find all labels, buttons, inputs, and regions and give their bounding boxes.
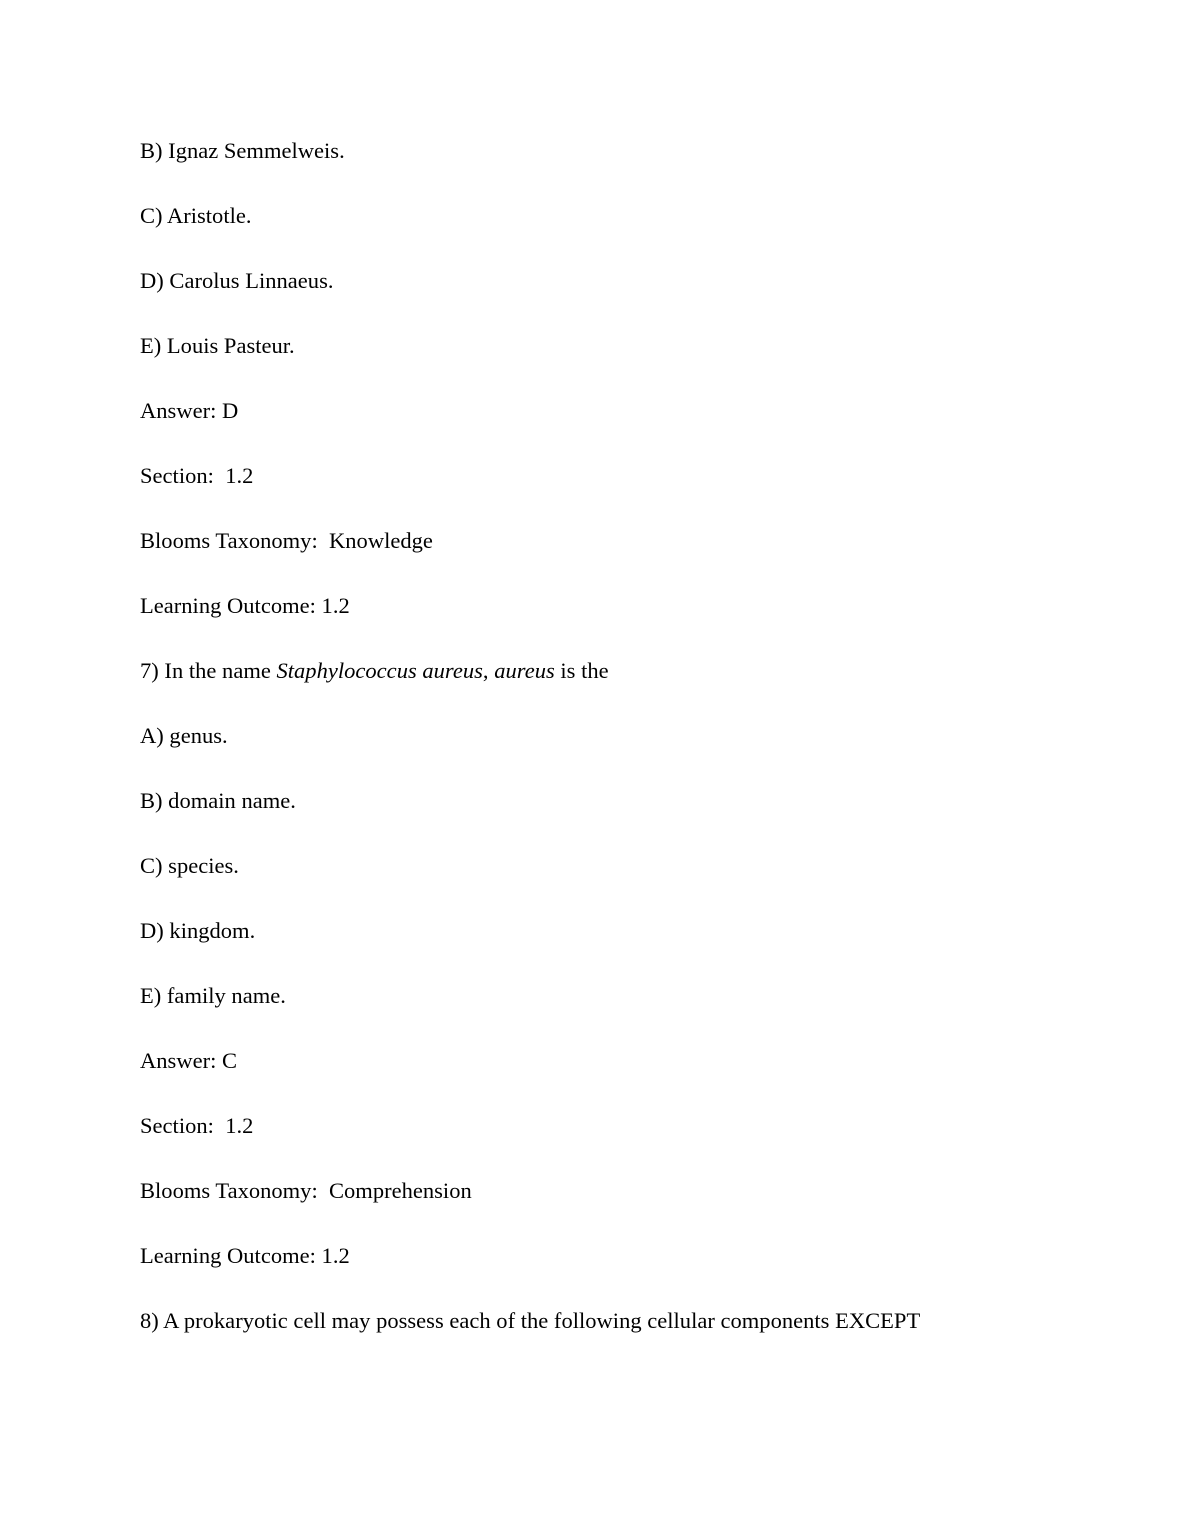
question-7-suffix: is the — [554, 658, 609, 683]
answer-choice-e: E) Louis Pasteur. — [140, 333, 295, 358]
answer-choice-d: D) Carolus Linnaeus. — [140, 268, 334, 293]
blooms-taxonomy-line-q6: Blooms Taxonomy: Knowledge — [140, 528, 433, 553]
question-7-mid: , — [482, 658, 495, 683]
epithet-italic: aureus — [494, 658, 555, 683]
q7-answer-choice-e: E) family name. — [140, 983, 286, 1008]
question-7-prefix: 7) In the name — [140, 658, 277, 683]
q7-answer-choice-d: D) kingdom. — [140, 918, 256, 943]
q7-answer-choice-b: B) domain name. — [140, 788, 296, 813]
section-line-q7: Section: 1.2 — [140, 1113, 254, 1138]
learning-outcome-line-q7: Learning Outcome: 1.2 — [140, 1243, 350, 1268]
answer-choice-b: B) Ignaz Semmelweis. — [140, 138, 345, 163]
answer-choice-c: C) Aristotle. — [140, 203, 252, 228]
question-7-stem — [140, 660, 1050, 683]
section-line-q6: Section: 1.2 — [140, 463, 254, 488]
learning-outcome-line-q6: Learning Outcome: 1.2 — [140, 593, 350, 618]
answer-line-q6: Answer: D — [140, 398, 239, 423]
q7-answer-choice-c: C) species. — [140, 853, 239, 878]
blooms-taxonomy-line-q7: Blooms Taxonomy: Comprehension — [140, 1178, 472, 1203]
document-body — [140, 140, 1050, 1333]
q7-answer-choice-a: A) genus. — [140, 723, 228, 748]
answer-line-q7: Answer: C — [140, 1048, 238, 1073]
question-8-stem: 8) A prokaryotic cell may possess each of the following cellular components EXCEPT — [140, 1308, 921, 1333]
species-name-italic: Staphylococcus aureus — [276, 658, 483, 683]
